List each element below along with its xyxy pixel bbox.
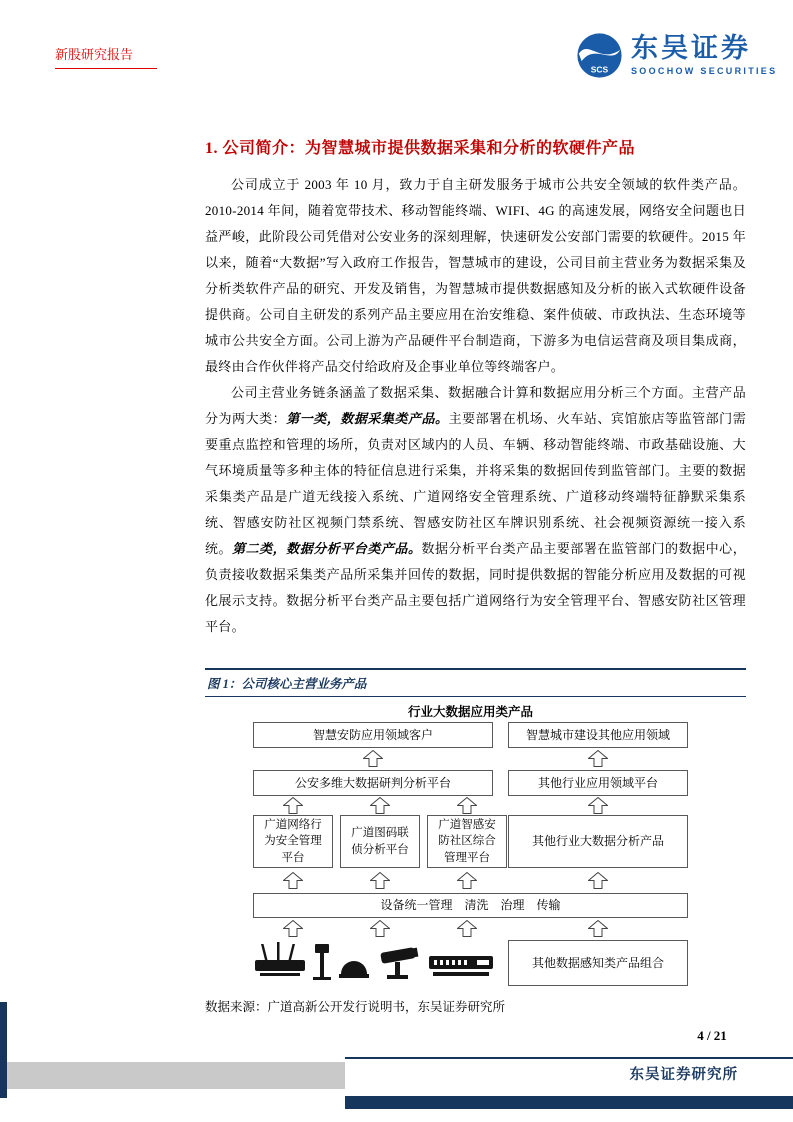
diagram-box-tuma-analysis-platform: 广道图码联侦分析平台 [340, 815, 420, 868]
paragraph-2-text-2: 主要部署在机场、火车站、宾馆旅店等监管部门需要重点监控和管理的场所，负责对区域内的人员、车辆、移动智能终端、市政基础设施、大气环境质量等多种主体的特征信息进行采集，并将采集的数据回传到监管部门。主要的数据采集类产品是广道无线接入系统、广道网络安全管理系统、广道移动终端特征静默采集系统、智感安防社区视频门禁系统、智感安防社区车牌识别系统、社会视频资源统一接入系统。 [205, 411, 746, 556]
bullet-camera-icon [380, 947, 418, 979]
brand-text-block [631, 35, 777, 76]
brand-name-en: SOOCHOW SECURITIES [631, 66, 778, 76]
left-navy-strip [0, 1002, 7, 1098]
diagram-box-security-customers: 智慧安防应用领域客户 [253, 722, 493, 748]
footer-organization: 东吴证券研究所 [629, 1067, 738, 1083]
up-arrow-icon [283, 797, 303, 814]
diagram-box-other-bigdata-products: 其他行业大数据分析产品 [508, 815, 688, 868]
paragraph-2-text-1: 公司主营业务链条涵盖了数据采集、数据融合计算和数据应用分析三个方面。主营产品分为两大类： [205, 385, 746, 426]
section-title: 1. 公司简介：为智慧城市提供数据采集和分析的软硬件产品 [205, 140, 636, 157]
bottom-gray-band [7, 1062, 345, 1089]
paragraph-2-text-3: 数据分析平台类产品主要部署在监管部门的数据中心，负责接收数据采集类产品所采集并回传的数据，同时提供数据的智能分析应用及数据的可视化展示支持。数据分析平台类产品主要包括广道网络行为安全管理平台、智感安防社区管理平台。 [205, 541, 746, 634]
up-arrow-icon [457, 797, 477, 814]
footer-divider-line [345, 1057, 793, 1059]
diagram-box-network-behavior-platform: 广道网络行为安全管理平台 [253, 815, 333, 868]
diagram-title: 行业大数据应用类产品 [407, 705, 533, 719]
soochow-logo-icon [576, 32, 623, 79]
up-arrow-icon [283, 872, 303, 889]
up-arrow-icon [370, 872, 390, 889]
paragraph-2-emphasis-1: 第一类，数据采集类产品。 [286, 411, 449, 426]
dome-camera-icon [339, 961, 369, 978]
brand-logo [576, 32, 777, 79]
wifi-router-icon [255, 942, 305, 976]
up-arrow-icon [457, 872, 477, 889]
paragraph-1: 公司成立于 2003 年 10 月，致力于自主研发服务于城市公共安全领域的软件类产品。2010-2014 年间，随着宽带技术、移动智能终端、WIFI、4G 的高速发展，网络安全问题也日益严峻，此阶段公司凭借对公安业务的深刻理解，快速研发公安部门需要的软硬件。2015 年以来，随着“大数据”写入政府工作报告，智慧城市的建设，公司目前主营业务为数据采集及分析类软件产品的研究、开发及销售，为智慧城市提供数据感知及分析的嵌入式软硬件设备提供商。公司自主研发的系列产品主要应用在治安维稳、案件侦破、市政执法、生态环境等城市公共安全方面。公司上游为产品硬件平台制造商，下游多为电信运营商及项目集成商，最终由合作伙伴将产品交付给政府及企事业单位等终端客户。 [205, 177, 746, 374]
diagram-box-smartcity-fields: 智慧城市建设其他应用领域 [508, 722, 688, 748]
up-arrow-icon [363, 750, 383, 767]
up-arrow-icon [457, 920, 477, 937]
pole-camera-icon [313, 944, 331, 980]
diagram-box-police-platform: 公安多维大数据研判分析平台 [253, 770, 493, 796]
diagram-box-device-management: 设备统一管理 清洗 治理 传输 [253, 893, 688, 918]
up-arrow-icon [370, 920, 390, 937]
footer-navy-band [345, 1096, 793, 1109]
up-arrow-icon [588, 797, 608, 814]
brand-name-cn: 东吴证券 [631, 33, 751, 63]
diagram-box-other-sensing-products: 其他数据感知类产品组合 [508, 940, 688, 986]
body-paragraphs [205, 172, 746, 640]
page-number: 4 / 21 [697, 1028, 727, 1043]
figure-diagram [205, 700, 746, 992]
up-arrow-icon [588, 750, 608, 767]
logo-monogram: SCS [590, 64, 609, 75]
data-source-note: 数据来源：广道高新公开发行说明书，东吴证券研究所 [205, 1000, 506, 1014]
figure-caption: 图 1：公司核心主营业务产品 [205, 668, 746, 697]
diagram-box-other-industry-platform: 其他行业应用领域平台 [508, 770, 688, 796]
up-arrow-icon [370, 797, 390, 814]
up-arrow-icon [588, 920, 608, 937]
up-arrow-icon [588, 872, 608, 889]
paragraph-2 [205, 380, 746, 640]
paragraph-2-emphasis-2: 第二类，数据分析平台类产品。 [232, 541, 422, 556]
report-type-label: 新股研究报告 [55, 44, 157, 69]
up-arrow-icon [283, 920, 303, 937]
diagram-box-community-mgmt-platform: 广道智感安防社区综合管理平台 [427, 815, 507, 868]
sensing-devices-illustration [253, 938, 498, 988]
network-switch-icon [429, 956, 493, 976]
